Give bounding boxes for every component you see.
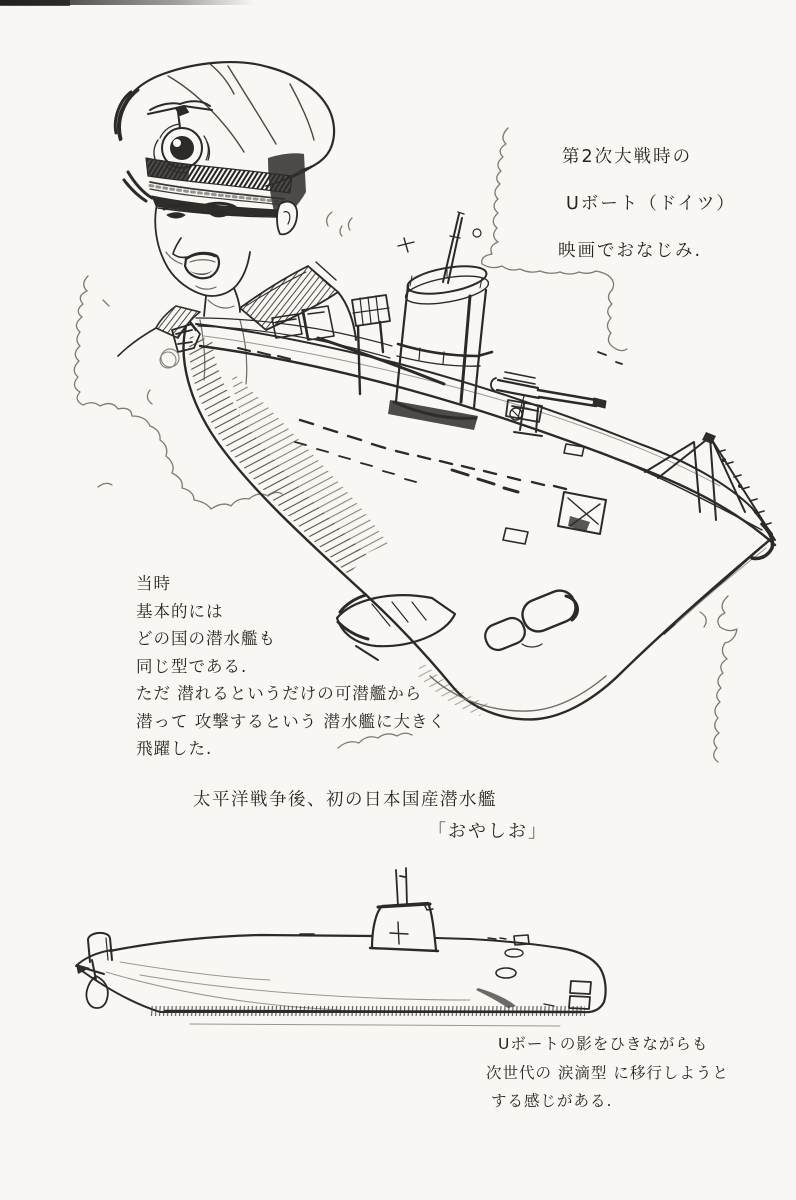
oyashio-drawing (76, 868, 606, 1026)
deck-gun (491, 372, 606, 436)
note-line: 飛躍した. (136, 739, 213, 758)
note-line: 潜って 攻撃するという 潜水艦に大きく (136, 711, 446, 731)
note-line: ただ 潜れるというだけの可潜艦から (136, 684, 423, 703)
note-teardrop-caption (486, 1030, 729, 1116)
bow-net-cutter (600, 432, 775, 559)
scan-edge-artifact (0, 0, 255, 6)
note-line: 当時 (136, 574, 171, 593)
flood-port-dashes (300, 420, 566, 489)
note-line: 映画でおなじみ. (558, 241, 703, 261)
open-mouth (185, 253, 219, 278)
note-line: どの国の潜水艦も (136, 629, 276, 648)
note-history-caption (136, 570, 446, 763)
caption-oyashio-title: 太平洋戦争後、初の日本国産潜水艦 (193, 790, 497, 810)
note-line: する感じがある. (491, 1092, 613, 1110)
caption-oyashio-name: 「おやしお」 (428, 821, 548, 842)
officer-portrait-drawing (115, 62, 356, 384)
note-line: Uボートの影をひきながらも (498, 1035, 709, 1053)
note-line: Uボート（ドイツ） (566, 194, 736, 214)
note-line: 基本的には (136, 601, 224, 621)
note-line: 次世代の 涙滴型 に移行しようと (486, 1063, 729, 1082)
submarine-sail (370, 903, 438, 951)
note-line: 同じ型である. (136, 656, 248, 676)
note-line: 第2次大戦時の (562, 147, 693, 167)
note-uboat-caption (556, 134, 736, 275)
